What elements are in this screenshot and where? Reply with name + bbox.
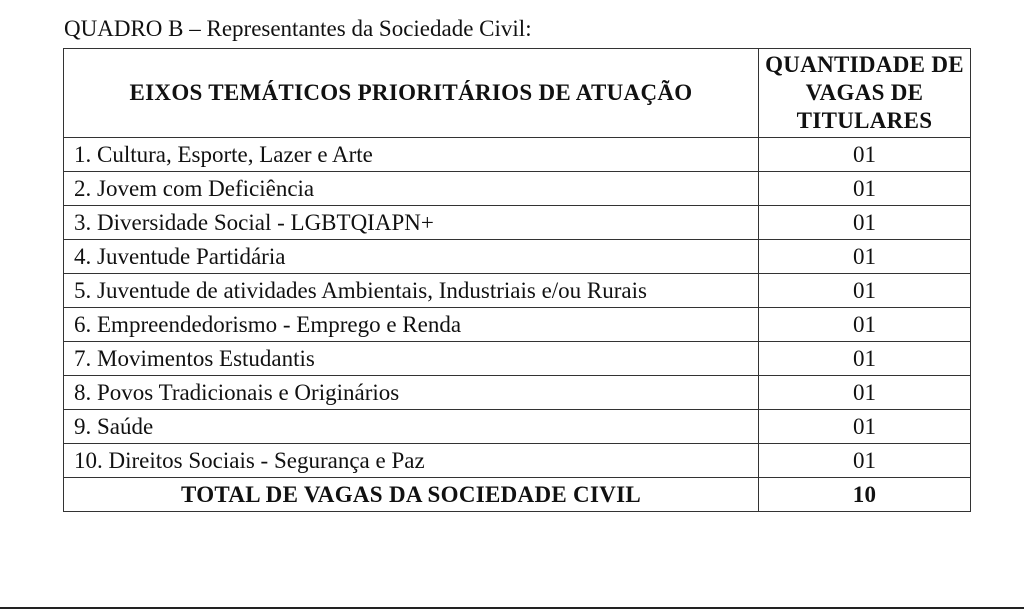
table-row — [64, 138, 971, 172]
table-row — [64, 206, 971, 240]
row-seat-count: 01 — [759, 410, 971, 444]
total-label: TOTAL DE VAGAS DA SOCIEDADE CIVIL — [64, 478, 759, 512]
table-row — [64, 274, 971, 308]
total-seat-count: 10 — [759, 478, 971, 512]
table-row — [64, 444, 971, 478]
header-thematic-axes: EIXOS TEMÁTICOS PRIORITÁRIOS DE ATUAÇÃO — [64, 49, 759, 138]
row-axis-label: 4. Juventude Partidária — [64, 240, 759, 274]
table-caption: QUADRO B – Representantes da Sociedade Civil: — [64, 16, 532, 41]
table-row — [64, 172, 971, 206]
row-axis-label: 5. Juventude de atividades Ambientais, Industriais e/ou Rurais — [64, 274, 759, 308]
table-row — [64, 308, 971, 342]
table-row — [64, 376, 971, 410]
row-seat-count: 01 — [759, 308, 971, 342]
row-seat-count: 01 — [759, 274, 971, 308]
representatives-table — [63, 48, 971, 512]
row-seat-count: 01 — [759, 376, 971, 410]
row-seat-count: 01 — [759, 172, 971, 206]
row-axis-label: 3. Diversidade Social - LGBTQIAPN+ — [64, 206, 759, 240]
row-axis-label: 8. Povos Tradicionais e Originários — [64, 376, 759, 410]
row-axis-label: 6. Empreendedorismo - Emprego e Renda — [64, 308, 759, 342]
row-axis-label: 9. Saúde — [64, 410, 759, 444]
table-row — [64, 240, 971, 274]
row-seat-count: 01 — [759, 138, 971, 172]
table-total-row — [64, 478, 971, 512]
table-header-row — [64, 49, 971, 138]
header-seat-quantity: QUANTIDADE DE VAGAS DE TITULARES — [759, 49, 971, 138]
table-row — [64, 342, 971, 376]
row-axis-label: 7. Movimentos Estudantis — [64, 342, 759, 376]
row-seat-count: 01 — [759, 342, 971, 376]
row-axis-label: 2. Jovem com Deficiência — [64, 172, 759, 206]
row-seat-count: 01 — [759, 206, 971, 240]
row-seat-count: 01 — [759, 240, 971, 274]
bottom-divider — [0, 607, 1024, 609]
row-axis-label: 1. Cultura, Esporte, Lazer e Arte — [64, 138, 759, 172]
row-axis-label: 10. Direitos Sociais - Segurança e Paz — [64, 444, 759, 478]
table-row — [64, 410, 971, 444]
row-seat-count: 01 — [759, 444, 971, 478]
